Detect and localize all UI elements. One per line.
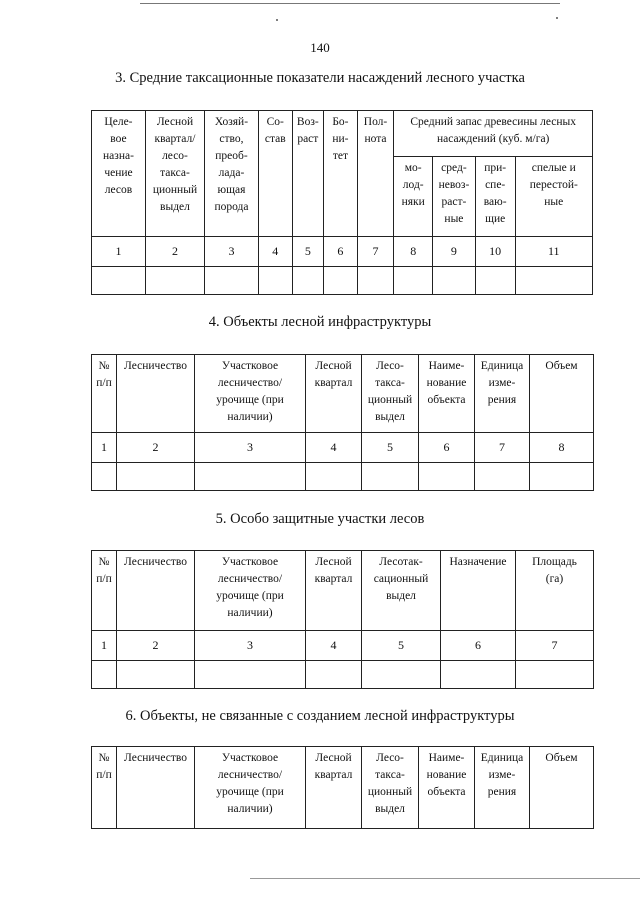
- header-cell: Целе- вое назна- чение лесов: [92, 111, 146, 237]
- header-cell: Площадь (га): [516, 551, 594, 631]
- empty-cell: [419, 463, 475, 491]
- group-header-cell: Средний запас древесины лесных насаждений (куб. м/га): [394, 111, 593, 157]
- empty-cell: [117, 463, 195, 491]
- empty-cell: [475, 267, 515, 295]
- sub-header-cell: сред- невоз- раст- ные: [433, 157, 476, 237]
- column-number: 5: [292, 237, 324, 267]
- column-number: 8: [394, 237, 433, 267]
- column-number: 7: [475, 433, 530, 463]
- empty-cell: [516, 661, 594, 689]
- empty-cell: [362, 661, 441, 689]
- header-cell: Пол- нота: [357, 111, 394, 237]
- header-cell: Воз- раст: [292, 111, 324, 237]
- scan-speck: [276, 19, 278, 21]
- header-cell: № п/п: [92, 747, 117, 829]
- column-number: 5: [362, 433, 419, 463]
- empty-cell: [357, 267, 394, 295]
- empty-cell: [515, 267, 592, 295]
- header-cell: Лесной квартал: [306, 355, 362, 433]
- empty-cell: [92, 661, 117, 689]
- sub-header-cell: спелые и перестой- ные: [515, 157, 592, 237]
- header-cell: Лесной квартал: [306, 747, 362, 829]
- empty-cell: [205, 267, 259, 295]
- column-number: 6: [324, 237, 358, 267]
- column-number: 1: [92, 631, 117, 661]
- column-number: 10: [475, 237, 515, 267]
- header-cell: Единица изме- рения: [475, 747, 530, 829]
- column-number: 1: [92, 433, 117, 463]
- header-cell: Лесничество: [117, 355, 195, 433]
- empty-cell: [433, 267, 476, 295]
- empty-cell: [195, 463, 306, 491]
- empty-cell: [362, 463, 419, 491]
- header-cell: Объем: [530, 747, 594, 829]
- column-number: 4: [258, 237, 292, 267]
- section-3-title: 3. Средние таксационные показатели насаждений лесного участка: [115, 70, 525, 86]
- column-number: 3: [195, 631, 306, 661]
- column-number: 9: [433, 237, 476, 267]
- section-3-table: [91, 110, 593, 295]
- section-4-title: 4. Объекты лесной инфраструктуры: [208, 314, 432, 330]
- column-number: 2: [117, 433, 195, 463]
- header-cell: Наиме- нование объекта: [419, 747, 475, 829]
- empty-cell: [306, 661, 362, 689]
- column-number: 11: [515, 237, 592, 267]
- column-number: 4: [306, 631, 362, 661]
- header-cell: Лесничество: [117, 551, 195, 631]
- header-cell: Бо- ни- тет: [324, 111, 358, 237]
- empty-cell: [258, 267, 292, 295]
- header-cell: Лесничество: [117, 747, 195, 829]
- column-number: 2: [117, 631, 195, 661]
- sub-header-cell: при- спе- ваю- щие: [475, 157, 515, 237]
- empty-cell: [92, 463, 117, 491]
- scan-edge-line: [250, 878, 640, 879]
- header-cell: Лесо- такса- ционный выдел: [362, 747, 419, 829]
- section-5-table: [91, 550, 594, 689]
- empty-cell: [306, 463, 362, 491]
- page-number: 140: [310, 40, 330, 55]
- section-6-title: 6. Объекты, не связанные с созданием лесной инфраструктуры: [125, 708, 515, 724]
- empty-cell: [292, 267, 324, 295]
- column-number: 4: [306, 433, 362, 463]
- header-cell: № п/п: [92, 355, 117, 433]
- header-cell: Лесо- такса- ционный выдел: [362, 355, 419, 433]
- scan-speck: [556, 17, 558, 19]
- column-number: 7: [357, 237, 394, 267]
- column-number: 1: [92, 237, 146, 267]
- header-cell: Лесной квартал: [306, 551, 362, 631]
- header-cell: Лесотак- сационный выдел: [362, 551, 441, 631]
- empty-cell: [441, 661, 516, 689]
- column-number: 7: [516, 631, 594, 661]
- column-number: 5: [362, 631, 441, 661]
- section-5-title: 5. Особо защитные участки лесов: [215, 511, 425, 527]
- section-4-table: [91, 354, 594, 491]
- empty-cell: [92, 267, 146, 295]
- empty-cell: [475, 463, 530, 491]
- empty-cell: [324, 267, 358, 295]
- header-cell: Участковое лесничество/ урочище (при наличии): [195, 747, 306, 829]
- column-number: 2: [145, 237, 204, 267]
- scan-edge-line: [140, 3, 560, 4]
- column-number: 3: [195, 433, 306, 463]
- header-cell: Единица изме- рения: [475, 355, 530, 433]
- header-cell: Лесной квартал/ лесо- такса- ционный выдел: [145, 111, 204, 237]
- column-number: 6: [419, 433, 475, 463]
- column-number: 6: [441, 631, 516, 661]
- header-cell: Наиме- нование объекта: [419, 355, 475, 433]
- header-cell: № п/п: [92, 551, 117, 631]
- header-cell: Участковое лесничество/ урочище (при наличии): [195, 355, 306, 433]
- header-cell: Хозяй- ство, преоб- лада- ющая порода: [205, 111, 259, 237]
- column-number: 8: [530, 433, 594, 463]
- empty-cell: [394, 267, 433, 295]
- empty-cell: [117, 661, 195, 689]
- empty-cell: [145, 267, 204, 295]
- header-cell: Участковое лесничество/ урочище (при наличии): [195, 551, 306, 631]
- column-number: 3: [205, 237, 259, 267]
- header-cell: Объем: [530, 355, 594, 433]
- header-cell: Со- став: [258, 111, 292, 237]
- header-cell: Назначение: [441, 551, 516, 631]
- empty-cell: [195, 661, 306, 689]
- sub-header-cell: мо- лод- няки: [394, 157, 433, 237]
- section-6-table: [91, 746, 594, 829]
- empty-cell: [530, 463, 594, 491]
